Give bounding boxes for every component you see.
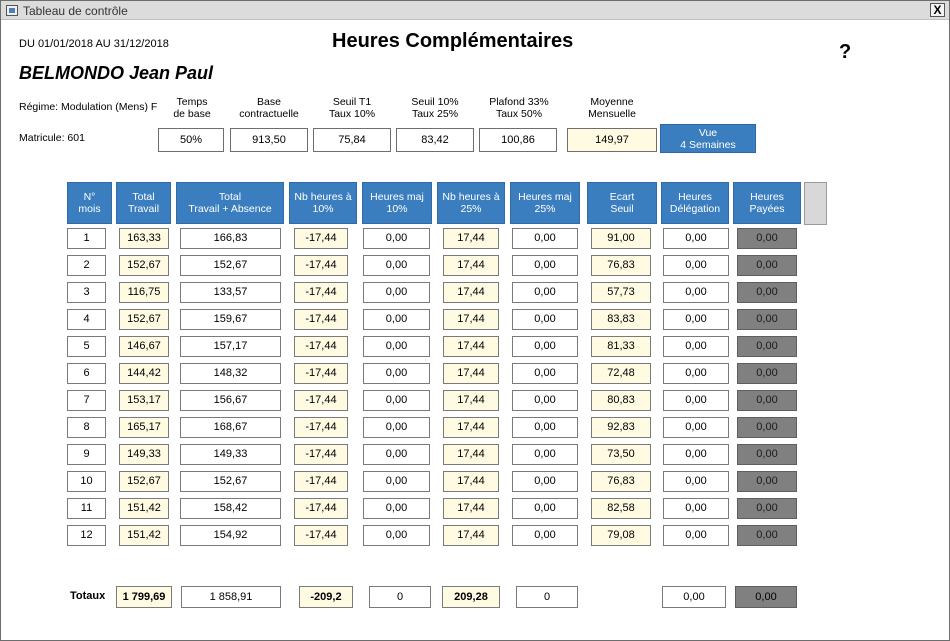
cell-heures-maj-10[interactable]: 0,00 <box>363 444 430 465</box>
cell-heures-delegation[interactable]: 0,00 <box>663 282 729 303</box>
regime-label: Régime: Modulation (Mens) F <box>19 101 158 113</box>
cell-heures-maj-10[interactable]: 0,00 <box>363 498 430 519</box>
cell-nb-heures-25[interactable]: 17,44 <box>443 336 499 357</box>
total-heures-maj-10-field[interactable]: 0 <box>369 586 431 608</box>
cell-heures-maj-10[interactable]: 0,00 <box>363 282 430 303</box>
cell-ecart-seuil[interactable]: 72,48 <box>591 363 651 384</box>
param-moyenne-mensuelle-field[interactable]: 149,97 <box>567 128 657 152</box>
totaux-label: Totaux <box>70 590 106 602</box>
cell-heures-payees: 0,00 <box>737 525 797 546</box>
cell-nb-heures-10[interactable]: -17,44 <box>294 444 348 465</box>
col-header-ecart-seuil: Ecart Seuil <box>587 182 657 224</box>
page-title: Heures Complémentaires <box>332 30 574 52</box>
cell-total-travail-absence[interactable]: 166,83 <box>180 228 281 249</box>
cell-total-travail[interactable]: 116,75 <box>119 282 169 303</box>
total-heures-maj-25-field[interactable]: 0 <box>516 586 578 608</box>
cell-heures-delegation[interactable]: 0,00 <box>663 309 729 330</box>
cell-total-travail[interactable]: 153,17 <box>119 390 169 411</box>
cell-heures-maj-25[interactable]: 0,00 <box>512 525 578 546</box>
cell-heures-maj-25[interactable]: 0,00 <box>512 282 578 303</box>
cell-heures-delegation[interactable]: 0,00 <box>663 525 729 546</box>
cell-heures-maj-25[interactable]: 0,00 <box>512 228 578 249</box>
cell-mois[interactable]: 8 <box>67 417 106 438</box>
vue-4-semaines-button[interactable]: Vue 4 Semaines <box>660 124 756 153</box>
window-title: Tableau de contrôle <box>23 4 128 18</box>
cell-heures-delegation[interactable]: 0,00 <box>663 255 729 276</box>
param-base-contractuelle-label: Base contractuelle <box>239 96 299 120</box>
matricule-label: Matricule: 601 <box>19 132 85 144</box>
cell-nb-heures-25[interactable]: 17,44 <box>443 282 499 303</box>
cell-heures-payees: 0,00 <box>737 282 797 303</box>
param-plafond-33-label: Plafond 33% Taux 50% <box>489 96 549 120</box>
param-temps-base-label: Temps de base <box>173 96 211 120</box>
col-header-heures-delegation: Heures Délégation <box>661 182 729 224</box>
cell-total-travail-absence[interactable]: 158,42 <box>180 498 281 519</box>
cell-heures-payees: 0,00 <box>737 390 797 411</box>
cell-total-travail[interactable]: 151,42 <box>119 498 169 519</box>
cell-ecart-seuil[interactable]: 83,83 <box>591 309 651 330</box>
cell-heures-maj-10[interactable]: 0,00 <box>363 390 430 411</box>
cell-heures-delegation[interactable]: 0,00 <box>663 498 729 519</box>
cell-heures-maj-10[interactable]: 0,00 <box>363 336 430 357</box>
cell-heures-payees: 0,00 <box>737 417 797 438</box>
cell-nb-heures-25[interactable]: 17,44 <box>443 390 499 411</box>
cell-total-travail[interactable]: 165,17 <box>119 417 169 438</box>
cell-heures-maj-25[interactable]: 0,00 <box>512 336 578 357</box>
cell-ecart-seuil[interactable]: 57,73 <box>591 282 651 303</box>
cell-nb-heures-25[interactable]: 17,44 <box>443 417 499 438</box>
cell-heures-maj-25[interactable]: 0,00 <box>512 390 578 411</box>
cell-ecart-seuil[interactable]: 82,58 <box>591 498 651 519</box>
cell-total-travail[interactable]: 146,67 <box>119 336 169 357</box>
cell-heures-payees: 0,00 <box>737 336 797 357</box>
cell-heures-maj-10[interactable]: 0,00 <box>363 417 430 438</box>
cell-total-travail-absence[interactable]: 154,92 <box>180 525 281 546</box>
total-nb-heures-10-field[interactable]: -209,2 <box>299 586 353 608</box>
cell-ecart-seuil[interactable]: 76,83 <box>591 255 651 276</box>
param-seuil-t1-field[interactable]: 75,84 <box>313 128 391 152</box>
cell-total-travail-absence[interactable]: 152,67 <box>180 471 281 492</box>
cell-heures-delegation[interactable]: 0,00 <box>663 444 729 465</box>
cell-mois[interactable]: 10 <box>67 471 106 492</box>
cell-nb-heures-10[interactable]: -17,44 <box>294 282 348 303</box>
cell-heures-delegation[interactable]: 0,00 <box>663 336 729 357</box>
cell-mois[interactable]: 7 <box>67 390 106 411</box>
param-seuil-10-label: Seuil 10% Taux 25% <box>411 96 459 120</box>
param-base-contractuelle-field[interactable]: 913,50 <box>230 128 308 152</box>
cell-nb-heures-10[interactable]: -17,44 <box>294 336 348 357</box>
help-icon[interactable]: ? <box>839 41 852 63</box>
cell-heures-payees: 0,00 <box>737 498 797 519</box>
cell-heures-delegation[interactable]: 0,00 <box>663 417 729 438</box>
cell-total-travail[interactable]: 152,67 <box>119 255 169 276</box>
cell-mois[interactable]: 9 <box>67 444 106 465</box>
cell-ecart-seuil[interactable]: 92,83 <box>591 417 651 438</box>
cell-ecart-seuil[interactable]: 79,08 <box>591 525 651 546</box>
cell-heures-maj-10[interactable]: 0,00 <box>363 363 430 384</box>
cell-heures-maj-25[interactable]: 0,00 <box>512 309 578 330</box>
cell-total-travail-absence[interactable]: 159,67 <box>180 309 281 330</box>
total-travail-field[interactable]: 1 799,69 <box>116 586 172 608</box>
employee-name: BELMONDO Jean Paul <box>19 63 214 83</box>
cell-total-travail[interactable]: 152,67 <box>119 471 169 492</box>
cell-nb-heures-10[interactable]: -17,44 <box>294 417 348 438</box>
cell-nb-heures-10[interactable]: -17,44 <box>294 525 348 546</box>
cell-mois[interactable]: 11 <box>67 498 106 519</box>
cell-nb-heures-25[interactable]: 17,44 <box>443 255 499 276</box>
cell-heures-delegation[interactable]: 0,00 <box>663 228 729 249</box>
cell-nb-heures-10[interactable]: -17,44 <box>294 255 348 276</box>
cell-total-travail[interactable]: 149,33 <box>119 444 169 465</box>
cell-total-travail-absence[interactable]: 168,67 <box>180 417 281 438</box>
cell-heures-maj-10[interactable]: 0,00 <box>363 228 430 249</box>
title-bar <box>1 1 949 20</box>
cell-mois[interactable]: 2 <box>67 255 106 276</box>
cell-heures-maj-25[interactable]: 0,00 <box>512 471 578 492</box>
close-button[interactable]: X <box>930 3 945 17</box>
col-header-heures-maj-25: Heures maj 25% <box>510 182 580 224</box>
cell-ecart-seuil[interactable]: 81,33 <box>591 336 651 357</box>
col-header-heures-payees: Heures Payées <box>733 182 801 224</box>
total-travail-absence-field[interactable]: 1 858,91 <box>181 586 281 608</box>
cell-nb-heures-10[interactable]: -17,44 <box>294 390 348 411</box>
col-header-heures-maj-10: Heures maj 10% <box>362 182 432 224</box>
col-header-mois: N° mois <box>67 182 112 224</box>
cell-heures-maj-25[interactable]: 0,00 <box>512 255 578 276</box>
cell-heures-maj-10[interactable]: 0,00 <box>363 309 430 330</box>
cell-nb-heures-10[interactable]: -17,44 <box>294 471 348 492</box>
cell-total-travail-absence[interactable]: 157,17 <box>180 336 281 357</box>
cell-nb-heures-25[interactable]: 17,44 <box>443 309 499 330</box>
cell-heures-delegation[interactable]: 0,00 <box>663 390 729 411</box>
param-seuil-t1-label: Seuil T1 Taux 10% <box>328 96 376 120</box>
cell-heures-delegation[interactable]: 0,00 <box>663 471 729 492</box>
cell-total-travail-absence[interactable]: 156,67 <box>180 390 281 411</box>
cell-mois[interactable]: 5 <box>67 336 106 357</box>
cell-heures-payees: 0,00 <box>737 471 797 492</box>
cell-mois[interactable]: 1 <box>67 228 106 249</box>
cell-total-travail[interactable]: 151,42 <box>119 525 169 546</box>
cell-heures-payees: 0,00 <box>737 309 797 330</box>
cell-total-travail[interactable]: 144,42 <box>119 363 169 384</box>
cell-heures-maj-25[interactable]: 0,00 <box>512 363 578 384</box>
total-heures-delegation-field[interactable]: 0,00 <box>662 586 726 608</box>
cell-mois[interactable]: 6 <box>67 363 106 384</box>
cell-ecart-seuil[interactable]: 91,00 <box>591 228 651 249</box>
cell-total-travail-absence[interactable]: 149,33 <box>180 444 281 465</box>
param-seuil-10-field[interactable]: 83,42 <box>396 128 474 152</box>
app-icon <box>6 5 18 16</box>
cell-nb-heures-10[interactable]: -17,44 <box>294 309 348 330</box>
cell-mois[interactable]: 12 <box>67 525 106 546</box>
cell-nb-heures-25[interactable]: 17,44 <box>443 471 499 492</box>
total-heures-payees-field: 0,00 <box>735 586 797 608</box>
cell-ecart-seuil[interactable]: 73,50 <box>591 444 651 465</box>
cell-nb-heures-25[interactable]: 17,44 <box>443 498 499 519</box>
cell-total-travail[interactable]: 152,67 <box>119 309 169 330</box>
scroll-button[interactable] <box>804 182 827 225</box>
col-header-nb-heures-25: Nb heures à 25% <box>437 182 505 224</box>
cell-nb-heures-25[interactable]: 17,44 <box>443 363 499 384</box>
cell-total-travail[interactable]: 163,33 <box>119 228 169 249</box>
cell-total-travail-absence[interactable]: 152,67 <box>180 255 281 276</box>
cell-heures-payees: 0,00 <box>737 228 797 249</box>
total-nb-heures-25-field[interactable]: 209,28 <box>442 586 500 608</box>
cell-heures-maj-25[interactable]: 0,00 <box>512 417 578 438</box>
cell-nb-heures-10[interactable]: -17,44 <box>294 498 348 519</box>
param-plafond-33-field[interactable]: 100,86 <box>479 128 557 152</box>
cell-heures-maj-10[interactable]: 0,00 <box>363 255 430 276</box>
cell-heures-maj-25[interactable]: 0,00 <box>512 498 578 519</box>
param-moyenne-mensuelle-label: Moyenne Mensuelle <box>588 96 636 120</box>
cell-nb-heures-10[interactable]: -17,44 <box>294 363 348 384</box>
col-header-nb-heures-10: Nb heures à 10% <box>289 182 357 224</box>
cell-heures-maj-10[interactable]: 0,00 <box>363 471 430 492</box>
cell-nb-heures-25[interactable]: 17,44 <box>443 525 499 546</box>
cell-nb-heures-25[interactable]: 17,44 <box>443 228 499 249</box>
cell-heures-payees: 0,00 <box>737 444 797 465</box>
cell-total-travail-absence[interactable]: 133,57 <box>180 282 281 303</box>
cell-heures-payees: 0,00 <box>737 255 797 276</box>
cell-heures-maj-10[interactable]: 0,00 <box>363 525 430 546</box>
cell-ecart-seuil[interactable]: 76,83 <box>591 471 651 492</box>
cell-total-travail-absence[interactable]: 148,32 <box>180 363 281 384</box>
col-header-total-travail-absence: Total Travail + Absence <box>176 182 284 224</box>
cell-mois[interactable]: 3 <box>67 282 106 303</box>
cell-nb-heures-10[interactable]: -17,44 <box>294 228 348 249</box>
param-temps-base-field[interactable]: 50% <box>158 128 224 152</box>
cell-heures-payees: 0,00 <box>737 363 797 384</box>
cell-mois[interactable]: 4 <box>67 309 106 330</box>
period-label: DU 01/01/2018 AU 31/12/2018 <box>19 38 169 50</box>
cell-nb-heures-25[interactable]: 17,44 <box>443 444 499 465</box>
cell-ecart-seuil[interactable]: 80,83 <box>591 390 651 411</box>
cell-heures-maj-25[interactable]: 0,00 <box>512 444 578 465</box>
col-header-total-travail: Total Travail <box>116 182 171 224</box>
cell-heures-delegation[interactable]: 0,00 <box>663 363 729 384</box>
